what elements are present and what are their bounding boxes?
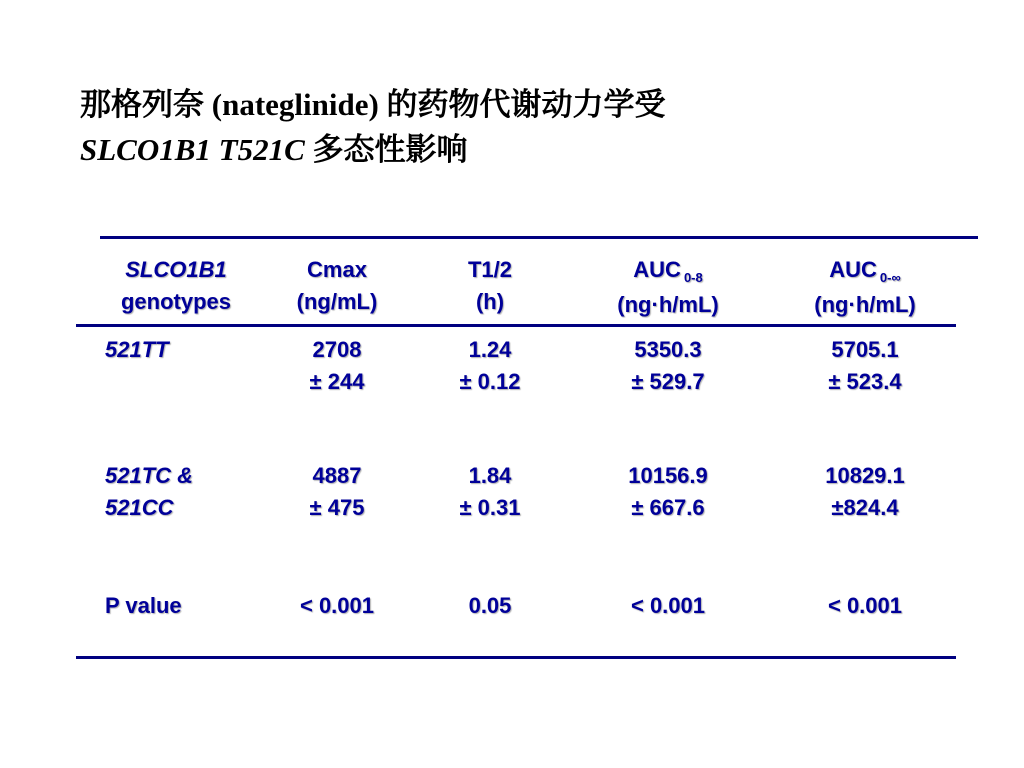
header-auc-0-8	[588, 254, 748, 321]
row-521tt-auc-0-inf-mean: 5705.1	[831, 337, 899, 362]
row-521tc-cc-auc-0-8-sd: ± 667.6	[631, 495, 705, 520]
header-auc-0-8-label-line	[588, 254, 748, 289]
header-auc-0-inf-subscript: 0-∞	[879, 270, 901, 285]
row-521tt-auc-0-8	[588, 334, 748, 398]
header-auc-0-8-subscript: 0-8	[683, 270, 703, 285]
row-p-value-cmax	[282, 590, 392, 622]
slide-title	[80, 82, 666, 172]
row-521tc-cc-auc-0-inf	[785, 460, 945, 524]
row-p-value-cmax-value: < 0.001	[299, 593, 374, 618]
row-p-value-t-half-value: 0.05	[468, 593, 512, 618]
row-521tc-cc-genotype-line-1: 521TC &	[105, 463, 194, 488]
header-t-half-unit: (h)	[475, 289, 505, 314]
row-521tt-auc-0-8-mean: 5350.3	[634, 337, 702, 362]
header-genotype	[98, 254, 254, 318]
row-p-value-auc-0-inf-value: < 0.001	[827, 593, 902, 618]
row-521tc-cc-auc-0-8	[588, 460, 748, 524]
row-p-value-label	[105, 590, 182, 622]
row-521tc-cc-auc-0-inf-sd: ±824.4	[831, 495, 899, 520]
table-bottom-rule	[76, 656, 956, 659]
row-521tc-cc-cmax-sd: ± 475	[309, 495, 365, 520]
row-521tc-cc-t-half	[440, 460, 540, 524]
row-521tc-cc-cmax-mean: 4887	[312, 463, 362, 488]
row-521tt-auc-0-8-sd: ± 529.7	[631, 369, 705, 394]
header-cmax-unit: (ng/mL)	[296, 289, 378, 314]
row-521tt-auc-0-inf-sd: ± 523.4	[828, 369, 902, 394]
row-521tt-cmax	[282, 334, 392, 398]
row-521tc-cc-t-half-sd: ± 0.31	[459, 495, 521, 520]
title-line-2-rest: 多态性影响	[304, 132, 468, 167]
header-cmax-label: Cmax	[307, 257, 367, 282]
header-t-half	[440, 254, 540, 318]
row-521tt-t-half-sd: ± 0.12	[459, 369, 521, 394]
row-521tc-cc-cmax	[282, 460, 392, 524]
header-auc-0-inf-label-line	[785, 254, 945, 289]
title-line-2	[80, 127, 666, 172]
row-521tt-auc-0-inf	[785, 334, 945, 398]
row-521tt-genotype	[105, 334, 169, 366]
row-p-value-auc-0-8	[588, 590, 748, 622]
header-t-half-label: T1/2	[467, 257, 513, 282]
header-genotype-gene: SLCO1B1	[125, 257, 227, 282]
header-auc-0-inf-label: AUC	[829, 257, 877, 282]
row-521tt-t-half-mean: 1.24	[468, 337, 512, 362]
title-gene-name: SLCO1B1 T521C	[80, 132, 305, 167]
row-521tt-cmax-mean: 2708	[312, 337, 362, 362]
table-top-rule	[100, 236, 978, 239]
row-p-value-t-half	[440, 590, 540, 622]
header-auc-0-inf-unit: (ng·h/mL)	[814, 292, 916, 317]
header-auc-0-8-unit: (ng·h/mL)	[617, 292, 719, 317]
row-521tc-cc-t-half-mean: 1.84	[468, 463, 512, 488]
header-genotype-label: genotypes	[120, 289, 232, 314]
header-auc-0-8-label: AUC	[633, 257, 681, 282]
row-521tc-cc-auc-0-8-mean: 10156.9	[628, 463, 708, 488]
row-521tc-cc-auc-0-inf-mean: 10829.1	[825, 463, 905, 488]
row-p-value-auc-0-8-value: < 0.001	[630, 593, 705, 618]
row-521tc-cc-genotype-line-2: 521CC	[105, 495, 174, 520]
header-cmax	[282, 254, 392, 318]
title-line-1: 那格列奈 (nateglinide) 的药物代谢动力学受	[80, 87, 666, 122]
table-header-rule	[76, 324, 956, 327]
row-521tt-genotype-value: 521TT	[105, 337, 169, 362]
row-521tt-cmax-sd: ± 244	[309, 369, 365, 394]
row-521tc-cc-genotype	[105, 460, 193, 524]
header-auc-0-inf	[785, 254, 945, 321]
row-p-value-auc-0-inf	[785, 590, 945, 622]
row-521tt-t-half	[440, 334, 540, 398]
row-p-value-label-text: P value	[105, 593, 182, 618]
